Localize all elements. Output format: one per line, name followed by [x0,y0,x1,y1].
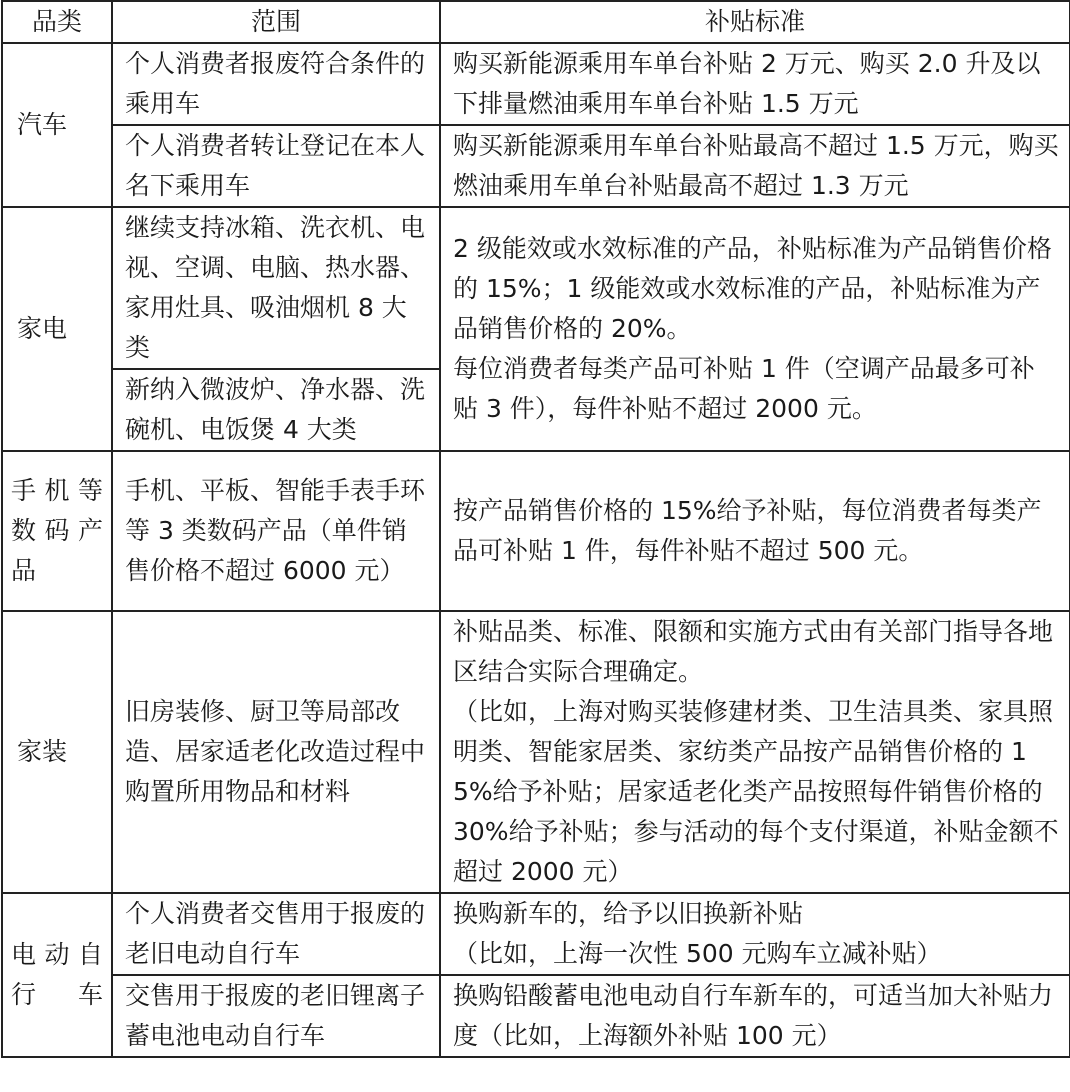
scope-cell: 交售用于报废的老旧锂离子蓄电池电动自行车 [112,975,440,1057]
table-row [2,451,1070,611]
standard-cell [440,611,1070,893]
category-appliance: 家电 [2,207,112,451]
category-digital: 手机等数码产品 [2,451,112,611]
table-row [2,125,1070,207]
standard-cell [440,893,1070,975]
header-standard: 补贴标准 [440,1,1070,43]
table-row [2,893,1070,975]
category-ebike: 电动自行车 [2,893,112,1057]
standard-paragraph: （比如，上海对购买装修建材类、卫生洁具类、家具照明类、智能家居类、家纺类产品按产品销售价格的 15%给予补贴；居家适老化类产品按照每件销售价格的 30%给予补贴；参与活动的每个支付渠道，补贴金额不超过 2000 元） [453,697,1059,886]
standard-cell [440,207,1070,451]
header-row [2,1,1070,43]
table-row [2,611,1070,893]
standard-paragraph: 补贴品类、标准、限额和实施方式由有关部门指导各地区结合实际合理确定。 [453,617,1054,686]
standard-paragraph: （比如，上海一次性 500 元购车立减补贴） [453,939,942,968]
table-row [2,207,1070,369]
standard-cell: 购买新能源乘用车单台补贴 2 万元、购买 2.0 升及以下排量燃油乘用车单台补贴 1.5 万元 [440,43,1070,125]
scope-cell: 手机、平板、智能手表手环等 3 类数码产品（单件销售价格不超过 6000 元） [112,451,440,611]
table-row [2,975,1070,1057]
standard-paragraph: 每位消费者每类产品可补贴 1 件（空调产品最多可补贴 3 件），每件补贴不超过 2000 元。 [453,354,1035,423]
header-category: 品类 [2,1,112,43]
table-row [2,43,1070,125]
standard-cell: 换购铅酸蓄电池电动自行车新车的，可适当加大补贴力度（比如，上海额外补贴 100 元） [440,975,1070,1057]
standard-cell: 按产品销售价格的 15%给予补贴，每位消费者每类产品可补贴 1 件，每件补贴不超过 500 元。 [440,451,1070,611]
standard-paragraph: 换购新车的，给予以旧换新补贴 [453,899,804,928]
standard-cell: 购买新能源乘用车单台补贴最高不超过 1.5 万元，购买燃油乘用车单台补贴最高不超过 1.3 万元 [440,125,1070,207]
scope-cell: 继续支持冰箱、洗衣机、电视、空调、电脑、热水器、家用灶具、吸油烟机 8 大类 [112,207,440,369]
scope-cell: 个人消费者转让登记在本人名下乘用车 [112,125,440,207]
scope-cell: 旧房装修、厨卫等局部改造、居家适老化改造过程中购置所用物品和材料 [112,611,440,893]
standard-paragraph: 2 级能效或水效标准的产品，补贴标准为产品销售价格的 15%；1 级能效或水效标准的产品，补贴标准为产品销售价格的 20%。 [453,234,1052,343]
scope-cell: 个人消费者交售用于报废的老旧电动自行车 [112,893,440,975]
header-scope: 范围 [112,1,440,43]
category-car: 汽车 [2,43,112,207]
category-home: 家装 [2,611,112,893]
scope-cell: 个人消费者报废符合条件的乘用车 [112,43,440,125]
subsidy-table [1,0,1070,1058]
scope-cell: 新纳入微波炉、净水器、洗碗机、电饭煲 4 大类 [112,369,440,451]
